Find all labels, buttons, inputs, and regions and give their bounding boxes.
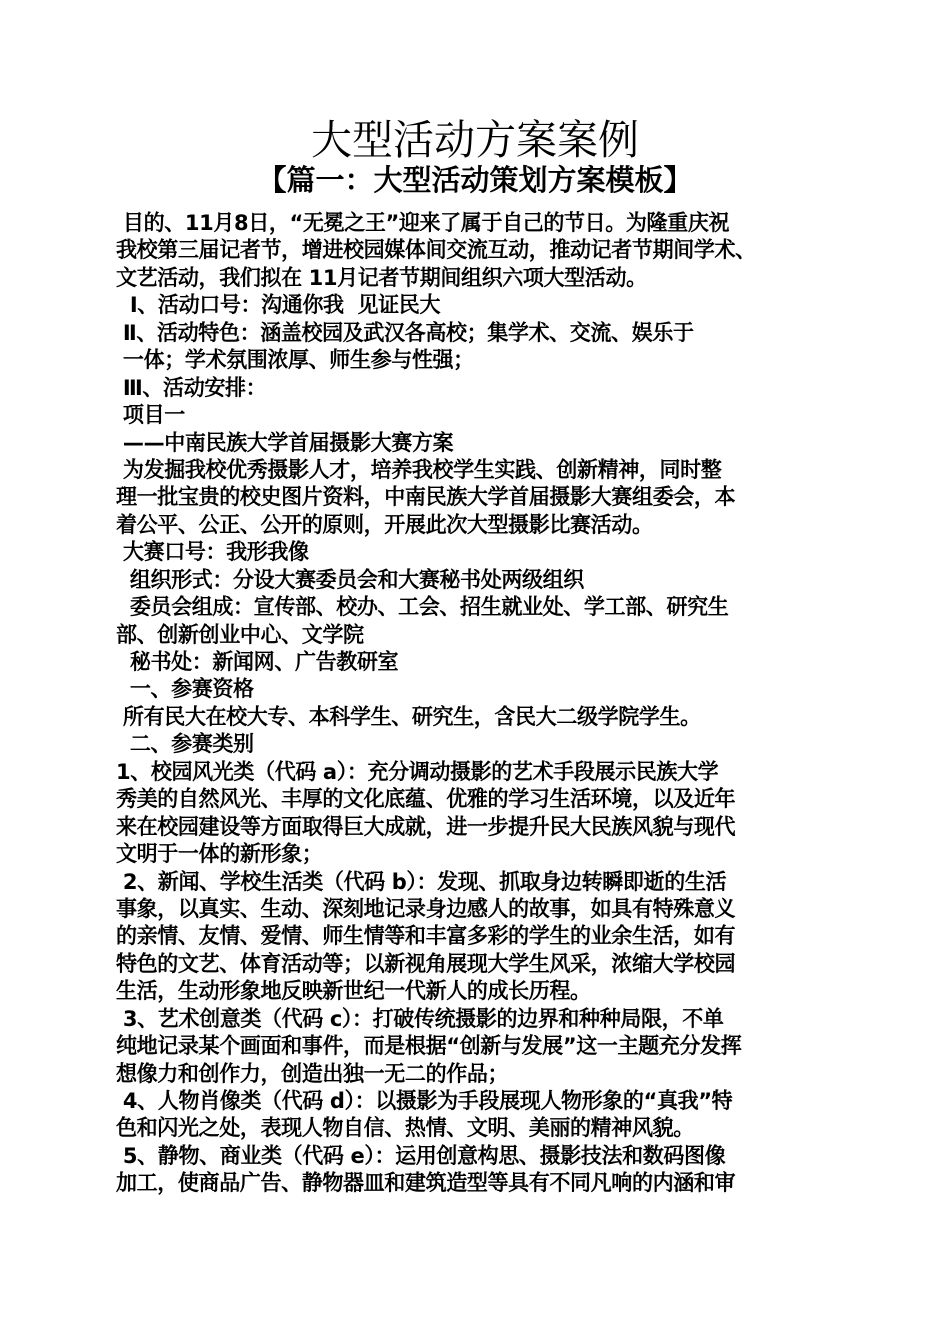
text-line: 文艺活动，我们拟在 11月记者节期间组织六项大型活动。: [116, 265, 647, 291]
text-line: 着公平、公正、公开的原则，开展此次大型摄影比赛活动。: [116, 512, 653, 538]
document-body: [116, 210, 846, 1198]
text-line: 我校第三届记者节，增进校园媒体间交流互动，推动记者节期间学术、: [116, 238, 756, 264]
text-line: 特色的文艺、体育活动等；以新视角展现大学生风采，浓缩大学校园: [116, 951, 736, 977]
text-line: 1、校园风光类（代码 a）：充分调动摄影的艺术手段展示民族大学: [116, 759, 719, 785]
text-line: 组织形式：分设大赛委员会和大赛秘书处两级组织: [116, 567, 584, 593]
document-subtitle: 【篇一：大型活动策划方案模板】: [257, 163, 693, 197]
text-line: Ⅰ、活动口号：沟通你我 见证民大: [116, 293, 441, 319]
text-line: 加工，使商品广告、静物器皿和建筑造型等具有不同凡响的内涵和审: [116, 1171, 736, 1197]
text-line: 秀美的自然风光、丰厚的文化底蕴、优雅的学习生活环境，以及近年: [116, 787, 736, 813]
text-line: 二、参赛类别: [116, 732, 254, 758]
text-line: 生活，生动形象地反映新世纪一代新人的成长历程。: [116, 979, 591, 1005]
text-line: 文明于一体的新形象；: [116, 842, 323, 868]
text-line: 的亲情、友情、爱情、师生情等和丰富多彩的学生的业余生活，如有: [116, 924, 736, 950]
document-title: 大型活动方案案例: [311, 116, 639, 164]
text-line: 目的、11月8日，“无冕之王”迎来了属于自己的节日。为隆重庆祝: [116, 211, 730, 236]
text-line: 委员会组成：宣传部、校办、工会、招生就业处、学工部、研究生: [116, 595, 729, 621]
text-line: 4、人物肖像类（代码 d）：以摄影为手段展现人物形象的“真我”特: [116, 1089, 733, 1114]
text-line: 想像力和创作力，创造出独一无二的作品；: [116, 1061, 509, 1087]
text-line: 项目一: [116, 403, 185, 429]
text-line: 5、静物、商业类（代码 e）：运用创意构思、摄影技法和数码图像: [116, 1143, 726, 1169]
text-line: 事象，以真实、生动、深刻地记录身边感人的故事，如具有特殊意义: [116, 896, 736, 922]
text-line: 为发掘我校优秀摄影人才，培养我校学生实践、创新精神，同时整: [116, 457, 722, 483]
text-line: ——中南民族大学首届摄影大赛方案: [116, 430, 454, 456]
text-line: Ⅱ、活动特色：涵盖校园及武汉各高校；集学术、交流、娱乐于: [116, 320, 694, 346]
text-line: 所有民大在校大专、本科学生、研究生，含民大二级学院学生。: [116, 704, 701, 730]
text-line: 大赛口号：我形我像: [116, 540, 309, 566]
text-line: 纯地记录某个画面和事件，而是根据“创新与发展”这一主题充分发挥: [116, 1034, 742, 1060]
text-line: 色和闪光之处，表现人物自信、热情、文明、美丽的精神风貌。: [116, 1116, 694, 1142]
text-line: 2、新闻、学校生活类（代码 b）：发现、抓取身边转瞬即逝的生活: [116, 869, 727, 895]
text-line: 一、参赛资格: [116, 677, 254, 703]
text-line: 理一批宝贵的校史图片资料，中南民族大学首届摄影大赛组委会，本: [116, 485, 736, 511]
text-line: 秘书处：新闻网、广告教研室: [116, 650, 399, 675]
text-line: 来在校园建设等方面取得巨大成就，进一步提升民大民族风貌与现代: [116, 814, 736, 840]
text-line: 部、创新创业中心、文学院: [116, 622, 364, 648]
text-line: 一体；学术氛围浓厚、师生参与性强；: [116, 348, 474, 374]
text-line: 3、艺术创意类（代码 c）：打破传统摄影的边界和种种局限，不单: [116, 1006, 724, 1032]
text-line: Ⅲ、活动安排：: [116, 375, 267, 401]
